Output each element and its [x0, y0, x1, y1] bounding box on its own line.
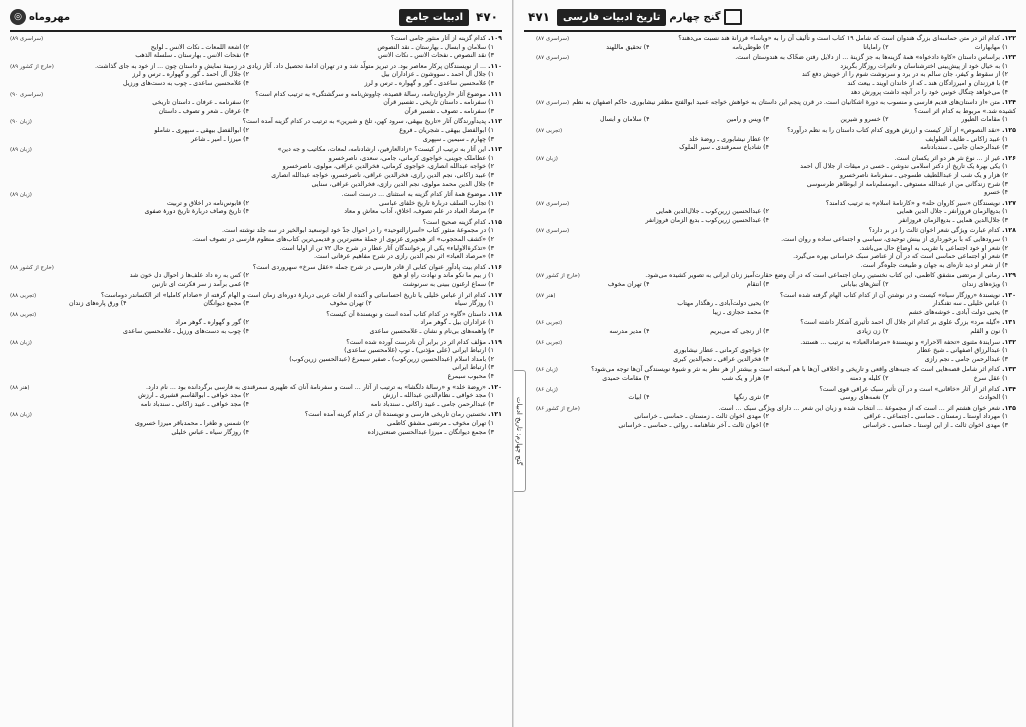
question-source: (خارج از کشور ۸۶): [536, 405, 580, 412]
answer-option: ۲) هزار و یک شب از عبداللطیف طسوجی ـ سفرنامهٔ ناصرخسرو: [839, 171, 1008, 179]
question-number: ۱۱۳.: [488, 146, 502, 154]
question-text: پدیدآورندگان آثار «تاریخ بیهقی، سرود کهن، تلخ و شیرین» به ترتیب در کدام گزینه آمده است؟: [242, 118, 487, 126]
options-grid: [536, 44, 1016, 53]
question-text: کدام گزینه صحیح است؟: [422, 218, 487, 226]
question: [536, 35, 1016, 52]
answer-option: ۲) رامایانا: [863, 43, 889, 51]
answer-option: ۴) اخوان ثالث ـ آخر شاهنامه ـ روائی ـ حماسی ـ خراسانی: [618, 421, 769, 429]
question-number: ۱۱۵.: [488, 218, 502, 226]
question-source: (سراسری ۸۷): [536, 100, 570, 107]
answer-option: ۲) مهدی اخوان ثالث ـ زمستان ـ حماسی ـ خراسانی: [634, 413, 769, 421]
question-text: کدام اثر از آثار «خاقانی» است و در آن تأثیر سبک عراقی قوی است؟: [819, 385, 1001, 393]
question-line: [536, 227, 1016, 236]
answer-option: ۱) مقامات الطیور: [961, 116, 1008, 124]
question-number: ۱۱۲.: [488, 118, 502, 126]
question: [10, 219, 502, 262]
answer-option: ۱) سلامان و ابسال ـ بهارستان ـ نقد النصوص: [377, 43, 494, 51]
question-number: ۱۲۶.: [1002, 154, 1016, 162]
answer-option: ۲) عطار نیشابوری ـ روضهٔ خلد: [689, 135, 769, 143]
options-grid: [536, 116, 1016, 125]
answer-option: ۱) مجد خوافی ـ نظام‌الدین عبدالله ـ ارزش: [382, 392, 494, 400]
question-number: ۱۳۱.: [1002, 319, 1016, 327]
answer-option: ۲) از سقوط و کیفر، جان سالم به در برد و سرنوشت شوم را از خویش دفع کند: [801, 71, 1008, 79]
options-grid: [536, 163, 1016, 197]
answer-option: ۳) سفرنامه ـ تصوف ـ تفسیر قرآن: [404, 107, 494, 115]
answer-option: ۳) شرح زندگانی من از عبدالله مستوفی ـ ابومسلم‌نامه از ابوطاهر طرسوسی: [806, 180, 1008, 188]
question-source: (خارج از کشور ۸۹): [10, 63, 54, 70]
question-number: ۱۱۱.: [488, 90, 502, 98]
question: [10, 91, 502, 117]
answer-option: ۲) «کشف المحجوب» اثر هجویری غزنوی از جملهٔ معتبرترین و قدیمی‌ترین کتاب‌های منظوم فارسی در تصوف است.: [192, 236, 494, 244]
question: [10, 63, 502, 89]
answer-option: ۲) سفرنامه ـ عرفان ـ داستان تاریخی: [152, 99, 249, 107]
question: [10, 292, 502, 309]
answer-option: ۲) مجد خوافی ـ ابوالقاسم قشیری ـ ارزش: [138, 392, 249, 400]
question-source: (هنر ۸۷): [536, 292, 556, 299]
question-number: ۱۲۰.: [488, 383, 502, 391]
question-line: [10, 35, 502, 44]
question-text: نویسندهٔ «روزگار سیاه» کیست و در نوشتن آن از کدام کتاب الهام گرفته شده است؟: [779, 291, 1001, 299]
answer-option: ۴) مجد خوافی ـ عبید زاکانی ـ سندباد نامه: [140, 400, 249, 408]
options-grid: [10, 319, 502, 336]
question-line: [10, 264, 502, 273]
question-source: (تجربی ۸۷): [536, 127, 563, 134]
answer-option: ۱) روزگار سیاه: [454, 300, 494, 308]
question-number: ۱۲۲.: [1002, 35, 1016, 42]
question-line: [10, 118, 502, 127]
options-grid: [536, 63, 1016, 97]
answer-option: ۱) عطاملک جوینی، خواجوی کرمانی، جامی، سعدی، ناصرخسرو: [328, 154, 494, 162]
answer-option: ۱) نون و القلم: [970, 328, 1008, 335]
answer-option: ۱) عبدالرزاق اصفهانی ـ شیخ عطار: [917, 347, 1008, 355]
question-line: [10, 191, 502, 200]
left-section-badge: ادبیات جامع: [399, 9, 469, 26]
question-text: براساس داستان «کاوهٔ دادخواه» همهٔ گزینه‌ها به جز گزینهٔ ... از دلایل رفتن ضحّاک به هندوستان است.: [735, 54, 1001, 62]
answer-option: ۴) محمد حجازی ـ زیبا: [712, 308, 769, 316]
answer-option: ۱) تجارب السلف دربارهٔ تاریخ خلفای عباسی: [379, 199, 494, 207]
question-source: (زبان ۸۹): [10, 192, 32, 199]
question-number: ۱۱۶.: [488, 263, 502, 271]
options-grid: [536, 328, 1016, 337]
question-number: ۱۱۷.: [488, 291, 502, 299]
question: [10, 411, 502, 437]
answer-option: ۱) ابوالفضل بیهقی ـ شجریان ـ فروغ: [399, 126, 494, 134]
question-text: «گیله مرد» بزرگ علوی بر کدام اثر جلال آل احمد تأثیری آشکار داشته است؟: [800, 319, 1001, 327]
question-source: (سراسری ۸۷): [536, 200, 570, 207]
question-text: مؤلف کدام اثر در برابر آن نادرست آورده شده است؟: [346, 338, 487, 346]
answer-option: ۱) الحوادث: [978, 394, 1008, 402]
question-number: ۱۳۰.: [1002, 291, 1016, 299]
options-grid: [536, 347, 1016, 364]
answer-option: ۴) غلامحسین ساعدی ـ چوب به دست‌های ورزیل: [123, 79, 249, 87]
question-text: کدام اثر در متن حماسه‌ای بزرگ هندوان است که شامل ۱۹ کتاب است و تألیف آن را به «ویاسا» فرزانهٔ هند نسبت می‌دهند؟: [678, 35, 1001, 42]
answer-option: ۴) غمی برآمد ز سر فکرتت ای نازنین: [151, 281, 249, 289]
question-number: ۱۱۰.: [488, 62, 502, 70]
answer-option: ۳) شعر او اجتماعی حماسی است که در آن از عناصر سبک خراسانی بهره می‌گیرد.: [793, 253, 1008, 261]
question-text: ... از نویسندگان پرکار معاصر بود. در تبریز متولّد شد و در تهران ادامهٔ تحصیل داد. آثار زیادی در زمینهٔ نمایش و داستان چون ... از خود به جای گذاشت.: [95, 62, 487, 70]
question-number: ۱۲۹.: [1002, 272, 1016, 280]
answer-option: ۲) شعر او خود اجتماعی با تقریب به اوضاع حال می‌باشد.: [859, 244, 1008, 252]
question-text: کدام گزینه از آثار منثور جامی است؟: [390, 35, 487, 42]
answer-option: ۱) بدیع‌الزمان فروزانفر ـ جلال الدین همایی: [896, 208, 1008, 216]
question-line: [10, 411, 502, 420]
brand-name: مهروماه: [29, 11, 71, 23]
question: [536, 272, 1016, 289]
right-brand: گنج چهارم: [669, 11, 721, 23]
question: [536, 386, 1016, 403]
options-grid: [10, 420, 502, 437]
question: [536, 292, 1016, 318]
answer-option: ۲) عبدالحسین زرین‌کوب ـ جلال‌الدین همایی: [655, 208, 769, 216]
question-number: ۱۱۴.: [488, 191, 502, 199]
question: [536, 200, 1016, 226]
answer-option: ۴) مدیر مدرسه: [609, 328, 650, 335]
question: [10, 191, 502, 217]
answer-option: ۴) «مرصاد العباد» اثر نجم الدین رازی در شرح مفاهیم عرفانی است.: [314, 253, 494, 261]
options-grid: [536, 136, 1016, 153]
answer-option: ۱) عقل سرخ: [973, 374, 1008, 382]
question-number: ۱۳۲.: [1002, 338, 1016, 346]
answer-option: ۱) جلال آل احمد ـ سووشون ـ عزاداران بیل: [381, 71, 494, 79]
answer-option: ۳) عبدالرحمان جامی ـ سندباد‌نامه: [920, 144, 1008, 152]
question-line: [10, 384, 502, 393]
answer-option: ۴) میرزا ـ امیر ـ شاعر: [190, 135, 249, 143]
question-line: [10, 339, 502, 348]
question-source: (تجربی ۸۶): [536, 339, 563, 346]
answer-option: ۳) طوطی‌نامه: [732, 43, 769, 51]
answer-option: ۴) روزگار سیاه ـ عباس خلیلی: [171, 428, 249, 436]
question: [536, 54, 1016, 97]
answer-option: ۱) به خیال خود از پیش‌بینی اخترشناسان و تاثیرات روزگار بگریزد: [840, 62, 1008, 70]
answer-option: ۴) تهران مخوف: [607, 281, 650, 289]
question-text: نخستین رمان تاریخی فارسی و نویسندهٔ آن در کدام گزینه آمده است؟: [304, 411, 487, 419]
options-grid: [536, 281, 1016, 290]
question-text: متن «از داستان‌های قدیم فارسی و منسوب به دورهٔ اشکانیان است. در قرن پنجم این داستان به خواهش خواجه عمید ابوالفتح مظفر نیشابوری، حاکم اصفهان به نظم کشیده شد.» مربوط به کدام اثر است؟: [572, 99, 1016, 115]
answer-option: ۱) عزاداران بیل ـ گوهر مراد: [420, 319, 494, 327]
question-line: [536, 54, 1016, 63]
answer-option: ۴) محبوب سیمرغ: [447, 372, 494, 380]
question-number: ۱۲۸.: [1002, 227, 1016, 235]
question-source: (زبان ۸۶): [536, 367, 558, 374]
answer-option: ۳) عبید زاکانی، نجم الدین رازی، فخرالدین عراقی، ناصرخسرو، خواجه عبدالله انصاری: [271, 171, 494, 179]
answer-option: ۳) انتقام: [746, 281, 769, 289]
question: [10, 339, 502, 382]
answer-option: ۱) تهران مخوف ـ مرتضی مشفق کاظمی: [387, 419, 494, 427]
question-source: (سراسری ۸۷): [536, 55, 570, 62]
question-text: موضوع همهٔ آثار کدام گزینه به استثنای ... درست است.: [341, 191, 487, 199]
right-section-badge: تاریخ ادبیات فارسی: [557, 9, 666, 26]
answer-option: ۲) نغمه‌های روسی: [840, 394, 889, 402]
right-page-number: ۴۷۱: [528, 10, 550, 24]
question-source: (سراسری ۸۹): [10, 36, 44, 42]
answer-option: ۳) مرصاد العباد در علم تصوف، اخلاق، آداب معاش و معاد: [344, 208, 494, 216]
answer-option: ۲) اشعة اللمعات ـ نکات الانس ـ لوایح: [150, 43, 249, 51]
question-number: ۱۲۱.: [488, 411, 502, 419]
answer-option: ۱) سرودهایی که با برخورداری از بینش توحیدی، سیاسی و اجتماعی ساده و روان است.: [781, 236, 1008, 244]
question-source: (زبان ۸۷): [536, 155, 558, 162]
question-source: (تجربی ۸۸): [10, 311, 37, 318]
question-text: این آثار به ترتیب از کیست؟ «زادالعارفین، ارشادنامه، لمعات، مکاتیب و جه دین»: [277, 146, 487, 154]
answer-option: ۴) جلال الدین محمد مولوی، نجم الدین رازی، فخرالدین عراقی، سنایی: [311, 180, 494, 188]
answer-option: ۴) عبدالحسین زرین‌کوب ـ بدیع الزمان فروزانفر: [645, 216, 769, 224]
left-questions: [10, 35, 502, 437]
answer-option: ۴) تحقیق ماللهند: [606, 43, 650, 51]
answer-option: ۱) ز بیم ما نکو ماند و نهادت راهِ او هیچ: [392, 272, 494, 280]
question-text: غیر از ... نوع نثر هر دو اثر یکسان است.: [894, 154, 1001, 162]
question-number: ۱۲۴.: [1002, 99, 1016, 107]
options-grid: [536, 394, 1016, 403]
answer-option: ۳) مجمع دیوانگان ـ میرزا عبدالحسین صنعتی‌زاده: [367, 428, 494, 436]
left-brand: [10, 9, 70, 25]
answer-option: ۳) نقد النصوص ـ نفحات الانس ـ نکات الانس: [378, 52, 494, 60]
right-page: [513, 0, 1026, 727]
answer-option: ۱) مهرداد اوستا ـ زمستان ـ حماسی ـ اجتماعی ـ عراقی: [863, 413, 1008, 421]
question-line: [10, 146, 502, 155]
answer-option: ۱) مهابهارات: [974, 43, 1008, 51]
answer-option: ۴) سلامان و ابسال: [600, 116, 650, 124]
options-grid: [10, 155, 502, 189]
question-number: ۱۲۵.: [1002, 126, 1016, 134]
question-line: [536, 200, 1016, 209]
question: [536, 319, 1016, 336]
options-grid: [10, 200, 502, 217]
right-page-header: [524, 4, 1016, 32]
question-number: ۱۱۹.: [488, 338, 502, 346]
answer-option: ۴) تاریخ وصاف دربارهٔ تاریخ دورهٔ صفوی: [144, 208, 249, 216]
question-number: ۱۲۳.: [1002, 54, 1016, 62]
answer-option: ۳) مهدی اخوان ثالث ـ از این اوستا ـ حماسی ـ خراسانی: [862, 421, 1008, 429]
answer-option: ۴) چوب به دست‌های ورزیل ـ غلامحسین ساعدی: [123, 328, 249, 335]
answer-option: ۲) ابوالفضل بیهقی ـ سپهری ـ شاملو: [154, 126, 249, 134]
options-grid: [536, 375, 1016, 384]
question-line: [10, 292, 502, 301]
answer-option: ۱) ویژه‌های زندان: [961, 281, 1008, 289]
question: [10, 311, 502, 337]
answer-option: ۲) کلیله و دمنه: [849, 374, 889, 382]
question: [10, 264, 502, 290]
options-grid: [10, 99, 502, 116]
answer-option: ۳) هزار و یک شب: [721, 374, 769, 382]
answer-option: ۲) خسرو و شیرین: [840, 116, 889, 124]
answer-option: ۲) بامداد اسلام (عبدالحسین زرین‌کوب) ـ صفیر سیمرغ (عبدالحسین زرین‌کوب): [289, 355, 494, 363]
options-grid: [10, 44, 502, 61]
question-source: (زبان ۸۹): [10, 147, 32, 154]
answer-option: ۳) ویس و رامین: [726, 116, 769, 124]
question-source: (زبان ۸۸): [10, 412, 32, 419]
question: [536, 405, 1016, 431]
question: [10, 118, 502, 144]
question-source: (خارج از کشور ۸۸): [10, 264, 54, 271]
options-grid: [536, 208, 1016, 225]
answer-option: ۴) ورق پاره‌های زندان: [69, 300, 127, 308]
answer-option: ۳) از رنجی که می‌بریم: [710, 328, 769, 335]
answer-option: ۱) در مجموعهٔ منثور کتاب «اسرارالتوحید» را در احوال جدّ خود ابوسعید ابوالخیر در سه جلد نوشته است.: [222, 227, 494, 235]
question-text: داستان «گاو» در کدام کتاب آمده است و نویسندهٔ آن کیست؟: [326, 310, 487, 318]
question-line: [536, 339, 1016, 348]
question-text: کدام اثر شامل قصه‌هایی است که جنبه‌های واقعی و تاریخی و اخلاقی آن‌ها با هم آمیخته است و بیشتر از هر نظر به نثر و شیوهٔ نویسندگی آن‌ها توجه می‌شود؟: [591, 366, 1001, 374]
answer-option: ۴) نفحات الانس ـ بهارستان ـ سلسلة الذهب: [135, 52, 249, 60]
question-source: (هنر ۸۸): [10, 384, 30, 391]
question-text: «روضهٔ خلد» و «رسالهٔ دلگشا» به ترتیب از آثار ... است و سفرنامهٔ آنان که ظهیری سمرقندی به فارسی برگردانده بود ... نام دارد.: [145, 383, 487, 391]
answer-option: ۳) «تذکرةالاولیاء» یکی از پرخوانندگان آثار عطار در شرح حال ۷۲ تن از اولیا است.: [279, 244, 494, 252]
question-number: ۱۱۸.: [488, 310, 502, 318]
left-page-header: [10, 4, 502, 32]
options-grid: [536, 236, 1016, 270]
answer-option: ۴) مقامات حمیدی: [602, 374, 650, 382]
question-line: [536, 319, 1016, 328]
answer-option: ۲) کس به ره داد علف‌ها ز احوال دل خون شد: [129, 272, 249, 280]
answer-option: ۲) خواجوی کرمانی ـ عطار نیشابوری: [673, 347, 769, 355]
question-line: [536, 386, 1016, 395]
question-line: [536, 35, 1016, 44]
answer-option: ۳) چهارم ـ سیمین ـ سپهری: [422, 135, 494, 143]
question-number: ۱۲۷.: [1002, 199, 1016, 207]
options-grid: [536, 413, 1016, 430]
answer-option: ۴) ابیات: [628, 394, 650, 402]
question-number: ۱۳۴.: [1002, 385, 1016, 393]
options-grid: [10, 227, 502, 261]
answer-option: ۳) ارتباط ایرانی: [452, 364, 494, 372]
question-source: (سراسری ۸۷): [536, 228, 570, 235]
answer-option: ۲) گور و گهواره ـ گوهر مراد: [175, 319, 249, 327]
answer-option: ۳) عبدالرحمن جامی ـ عبید زاکانی ـ سندباد نامه: [370, 400, 494, 408]
question: [536, 127, 1016, 153]
answer-option: ۲) یحیی دولت‌آبادی ـ رهگذار مهتاب: [677, 300, 769, 308]
question-text: موضوع آثار «اردوان‌نامه، رسالهٔ قصیده، چاووش‌نامه و سرگشتگی» به ترتیب کدام است؟: [255, 90, 487, 98]
options-grid: [10, 272, 502, 289]
answer-option: ۴) عرفان ـ شعر و تصوف ـ داستان: [158, 107, 249, 115]
options-grid: [10, 347, 502, 381]
question-source: (زبان ۸۶): [536, 386, 558, 393]
question: [536, 155, 1016, 198]
question-text: «نقد النصوص» از آثار کیست و ارزش هروی کدام کتاب داستان را به نظم درآورد؟: [787, 126, 1001, 134]
question: [536, 227, 1016, 270]
answer-option: ۳) سماع ارغنون ببینی به سرنوشت: [402, 281, 494, 289]
question-text: کدام عبارت ویژگی شعر اخوان ثالث را در بر دارد؟: [868, 227, 1001, 235]
question-text: شعر خوان هشتم اثر ... است که از مجموعهٔ ... انتخاب شده و زبان این شعر ... دارای ویژگی سبک ... است.: [718, 404, 1001, 412]
answer-option: ۱) عباس خلیلی ـ سه تفنگدار: [932, 300, 1008, 308]
question-text: کدام بیت پادآور عنوان کتابی از قادر فارسی در شرح جمله «عقل سرخ» سهروردی است؟: [252, 263, 487, 271]
options-grid: [536, 300, 1016, 317]
answer-option: ۲) تهران مخوف: [329, 300, 372, 308]
question-text: نویسندگان «سیر کاروان حله» و «کارنامهٔ اسلام» به ترتیب کدامند؟: [825, 199, 1001, 207]
book-icon: [724, 9, 742, 25]
question-line: [536, 99, 1016, 116]
answer-option: ۳) مجمع دیوانگان: [203, 300, 249, 308]
question-number: ۱۳۵.: [1002, 404, 1016, 412]
answer-option: ۴) فخرالدین عراقی ـ نجم‌الدین کبری: [673, 355, 769, 363]
question: [536, 366, 1016, 383]
right-questions: [524, 35, 1016, 431]
question-source: (تجربی ۸۶): [536, 320, 563, 327]
answer-option: ۲) شمس و طغرا ـ محمدباقر میرزا خسروی: [135, 419, 249, 427]
answer-option: ۳) جلال‌الدین همایی ـ بدیع‌الزمان فروزانفر: [898, 216, 1008, 224]
question-text: سرایندهٔ مثنوی «تحفة الاحرار» و نویسندهٔ «مرصادالعباد» به ترتیب ... هستند.: [800, 338, 1001, 346]
question-line: [536, 272, 1016, 281]
answer-option: ۱) یکی بهرهٔ یک تاریخ از دکتر اسلامی ندوشن ـ خسی در میقات از جلال آل احمد: [800, 163, 1008, 171]
options-grid: [10, 71, 502, 88]
answer-option: ۴) شادیاخ سمرقندی ـ سیر الملوک: [679, 144, 769, 152]
answer-option: ۲) خواجه عبدالله انصاری، خواجوی کرمانی، فخرالدین عراقی، مولوی، ناصرخسرو: [282, 163, 494, 171]
answer-option: ۲) قابوس‌نامه در اخلاق و تربیت: [166, 199, 249, 207]
question: [10, 146, 502, 189]
question-source: (خارج از کشور ۸۷): [536, 273, 580, 280]
answer-option: ۱) ارتباط ایرانی (علی مؤذنی) ـ توپ (غلامحسین ساعدی): [344, 347, 494, 355]
question-text: کدام اثر از عباس خلیلی یا تاریخ احساساتی و آکنده از لغات عربی دربارهٔ دوره‌ای زمان است و الهام گرفته از «صادام کاملیا» اثر الکساندر دوماست؟: [100, 291, 487, 299]
answer-option: ۳) نثری رنگها: [734, 394, 769, 402]
options-grid: [10, 392, 502, 409]
answer-option: ۲) آتش‌های بیابانی: [840, 281, 889, 289]
question-line: [536, 292, 1016, 301]
answer-option: ۳) با فرزندان و امیرزادگان هند ـ که از خاندان اویند ـ بیعت کند: [847, 79, 1008, 87]
question: [10, 384, 502, 410]
left-page-number: ۴۷۰: [476, 10, 498, 24]
answer-option: ۳) عبدالرحمن جامی ـ نجم رازی: [924, 355, 1008, 363]
question-source: (سراسری ۹۰): [10, 91, 44, 98]
answer-option: ۲) زن زیادی: [856, 328, 889, 335]
options-grid: [10, 127, 502, 144]
question-source: (سراسری ۸۷): [536, 36, 570, 42]
question-line: [536, 127, 1016, 136]
question-line: [536, 405, 1016, 414]
answer-option: ۲) جلال آل احمد ـ گور و گهواره ـ ترس و لرز: [132, 71, 249, 79]
answer-option: ۳) واهمه‌های بی‌نام و نشان ـ غلامحسین ساعدی: [369, 328, 494, 335]
question: [536, 339, 1016, 365]
answer-option: ۱) سفرنامه ـ داستان تاریخی ـ تفسیر قرآن: [383, 99, 494, 107]
question-line: [536, 366, 1016, 375]
question: [10, 35, 502, 61]
answer-option: ۱) عبید زاکانی ـ طایف الطوایف: [925, 135, 1008, 143]
options-grid: [10, 300, 502, 309]
question-source: (زبان ۸۸): [10, 339, 32, 346]
question-line: [10, 91, 502, 100]
question-number: ۱۳۳.: [1002, 366, 1016, 374]
answer-option: ۴) می‌خواهد چنگال خونین خود را در آنچه داشت پرورش دهد: [850, 88, 1008, 96]
question-number: ۱۰۹.: [488, 35, 502, 42]
brand-logo-icon: ◎: [10, 9, 26, 25]
question-source: (زبان ۹۰): [10, 119, 32, 126]
answer-option: ۳) غلامحسین ساعدی ـ گور و گهواره ـ ترس و لرز: [364, 79, 494, 87]
answer-option: ۳) یحیی دولت آبادی ـ خوشه‌های خشم: [908, 308, 1008, 316]
question-source: (تجربی ۸۸): [10, 292, 37, 299]
answer-option: ۴) خسرو: [984, 189, 1008, 197]
side-tab: گنج چهارم: تاریخ ادبیات: [513, 370, 526, 492]
question: [536, 99, 1016, 125]
question-text: رمانی از مرتضی مشفق کاظمی، این کتاب نخستین رمان اجتماعی است که در آن وضع حقارت‌آمیز زنان ایرانی به تصویر کشیده می‌شود.: [645, 272, 1001, 280]
answer-option: ۴) از شعر او دید تازه‌ای به جهان و طبیعت جلوه‌گر است.: [860, 261, 1008, 269]
